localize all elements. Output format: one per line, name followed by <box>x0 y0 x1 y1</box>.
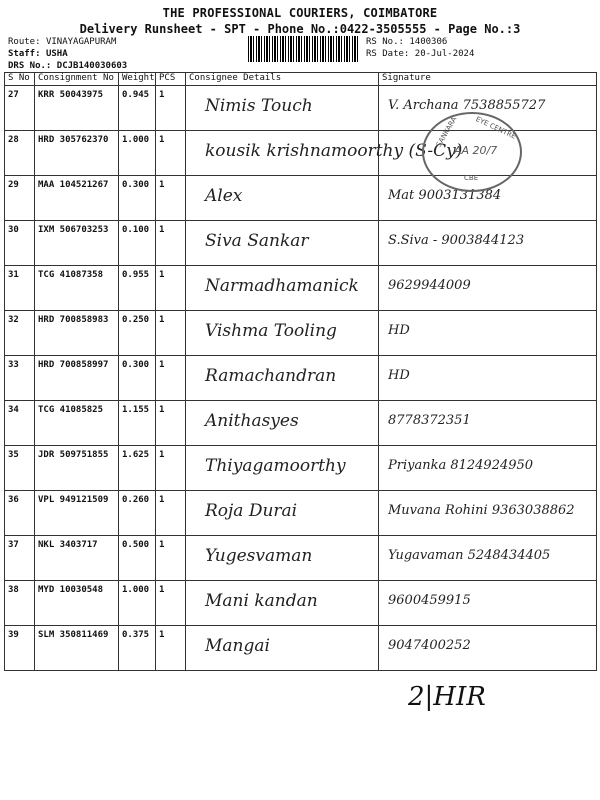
cell-pcs: 1 <box>156 266 186 311</box>
handwritten-signature: 9629944009 <box>388 278 471 293</box>
cell-pcs: 1 <box>156 491 186 536</box>
table-row <box>5 446 597 491</box>
stamp-center-text: AA 20/7 <box>454 144 498 157</box>
document-subtitle: Delivery Runsheet - SPT - Phone No.:0422-3505555 - Page No.:3 <box>79 22 521 36</box>
rs-no-value: 1400306 <box>409 37 448 47</box>
table-row <box>5 626 597 671</box>
cell-consignment: JDR 509751855 <box>35 446 119 491</box>
cell-consignee <box>186 446 379 491</box>
header-consignee: Consignee Details <box>186 73 379 86</box>
cell-signature <box>379 401 597 446</box>
cell-weight: 0.375 <box>119 626 156 671</box>
cell-weight: 1.155 <box>119 401 156 446</box>
cell-consignment: NKL 3403717 <box>35 536 119 581</box>
header-weight: Weight <box>119 73 156 86</box>
handwritten-signature: 9047400252 <box>388 638 471 653</box>
handwritten-signature: 9600459915 <box>388 593 471 608</box>
cell-signature <box>379 626 597 671</box>
handwritten-consignee: Alex <box>205 186 243 206</box>
cell-weight: 1.000 <box>119 581 156 626</box>
handwritten-consignee: Siva Sankar <box>205 231 309 251</box>
cell-pcs: 1 <box>156 536 186 581</box>
cell-consignment: IXM 506703253 <box>35 221 119 266</box>
cell-weight: 1.625 <box>119 446 156 491</box>
handwritten-consignee: Roja Durai <box>205 501 298 521</box>
table-row <box>5 581 597 626</box>
cell-consignment: SLM 350811469 <box>35 626 119 671</box>
cell-consignee <box>186 176 379 221</box>
cell-signature <box>379 491 597 536</box>
cell-consignee <box>186 401 379 446</box>
table-row <box>5 401 597 446</box>
cell-consignment: KRR 50043975 <box>35 86 119 131</box>
handwritten-signature: HD <box>388 368 410 383</box>
cell-weight: 0.100 <box>119 221 156 266</box>
cell-consignee <box>186 311 379 356</box>
cell-consignment: TCG 41085825 <box>35 401 119 446</box>
route-value: VINAYAGAPURAM <box>45 37 117 47</box>
cell-consignee <box>186 581 379 626</box>
cell-weight: 0.300 <box>119 176 156 221</box>
cell-sno: 31 <box>5 266 35 311</box>
cell-signature <box>379 356 597 401</box>
cell-consignee <box>186 491 379 536</box>
rs-date-value: 20-Jul-2024 <box>414 49 475 59</box>
cell-pcs: 1 <box>156 311 186 356</box>
handwritten-consignee: Mani kandan <box>205 591 318 611</box>
cell-consignment: MAA 104521267 <box>35 176 119 221</box>
cell-sno: 34 <box>5 401 35 446</box>
cell-consignment: MYD 10030548 <box>35 581 119 626</box>
cell-signature <box>379 221 597 266</box>
cell-pcs: 1 <box>156 626 186 671</box>
handwritten-consignee: Ramachandran <box>205 366 337 386</box>
handwritten-footer-note: 2|HIR <box>408 682 486 712</box>
cell-signature <box>379 536 597 581</box>
handwritten-consignee: Thiyagamoorthy <box>205 456 346 476</box>
handwritten-consignee: Nimis Touch <box>205 96 313 116</box>
cell-pcs: 1 <box>156 131 186 176</box>
handwritten-signature: V. Archana 7538855727 <box>388 98 546 113</box>
cell-pcs: 1 <box>156 356 186 401</box>
cell-sno: 27 <box>5 86 35 131</box>
cell-signature <box>379 311 597 356</box>
cell-sno: 32 <box>5 311 35 356</box>
handwritten-consignee: Vishma Tooling <box>205 321 337 341</box>
route-line <box>8 37 116 47</box>
cell-consignee <box>186 221 379 266</box>
table-row <box>5 491 597 536</box>
handwritten-consignee: kousik krishnamoorthy (S-Cy) <box>205 141 463 161</box>
header-pcs: PCS <box>156 73 186 86</box>
cell-signature <box>379 446 597 491</box>
header-sno: S No <box>5 73 35 86</box>
cell-sno: 33 <box>5 356 35 401</box>
table-row <box>5 311 597 356</box>
table-row <box>5 266 597 311</box>
handwritten-signature: HD <box>388 323 410 338</box>
cell-weight: 0.945 <box>119 86 156 131</box>
handwritten-consignee: Narmadhamanick <box>205 276 359 296</box>
handwritten-signature: Mat 9003131384 <box>388 188 502 203</box>
handwritten-signature: Priyanka 8124924950 <box>388 458 534 473</box>
cell-sno: 38 <box>5 581 35 626</box>
handwritten-signature: 8778372351 <box>388 413 471 428</box>
handwritten-signature: S.Siva - 9003844123 <box>388 233 525 248</box>
rs-date-line <box>366 49 474 59</box>
cell-pcs: 1 <box>156 446 186 491</box>
cell-consignment: TCG 41087358 <box>35 266 119 311</box>
cell-consignee <box>186 626 379 671</box>
table-row <box>5 356 597 401</box>
handwritten-consignee: Mangai <box>205 636 270 656</box>
handwritten-consignee: Anithasyes <box>205 411 299 431</box>
cell-weight: 0.260 <box>119 491 156 536</box>
cell-sno: 37 <box>5 536 35 581</box>
rs-no-label: RS No.: <box>366 37 404 47</box>
drs-value: DCJB140030603 <box>56 61 128 71</box>
table-row <box>5 536 597 581</box>
handwritten-consignee: Yugesvaman <box>205 546 313 566</box>
cell-sno: 39 <box>5 626 35 671</box>
table-row <box>5 221 597 266</box>
drs-label: DRS No.: <box>8 61 52 71</box>
cell-consignee <box>186 536 379 581</box>
cell-consignment: HRD 700858983 <box>35 311 119 356</box>
cell-sno: 29 <box>5 176 35 221</box>
cell-consignment: HRD 700858997 <box>35 356 119 401</box>
table-header-row <box>5 73 597 86</box>
stamp-top-text: SANKARA <box>434 115 459 149</box>
header-consignment: Consignment No <box>35 73 119 86</box>
drs-line <box>8 61 127 71</box>
cell-consignment: VPL 949121509 <box>35 491 119 536</box>
cell-weight: 1.000 <box>119 131 156 176</box>
cell-signature <box>379 266 597 311</box>
cell-weight: 0.955 <box>119 266 156 311</box>
cell-consignee <box>186 86 379 131</box>
handwritten-signature: Muvana Rohini 9363038862 <box>388 503 575 518</box>
cell-sno: 28 <box>5 131 35 176</box>
cell-sno: 30 <box>5 221 35 266</box>
cell-sno: 36 <box>5 491 35 536</box>
cell-weight: 0.500 <box>119 536 156 581</box>
stamp-bottom-text: CBE <box>464 174 479 182</box>
cell-signature <box>379 581 597 626</box>
cell-pcs: 1 <box>156 581 186 626</box>
staff-label: Staff: <box>8 49 41 59</box>
stamp-right-text: EYE CENTRE <box>474 115 518 141</box>
cell-pcs: 1 <box>156 221 186 266</box>
eye-centre-stamp <box>422 112 522 192</box>
barcode <box>248 36 358 62</box>
cell-consignee <box>186 356 379 401</box>
cell-consignment: HRD 305762370 <box>35 131 119 176</box>
document-title: THE PROFESSIONAL COURIERS, COIMBATORE <box>162 6 438 20</box>
handwritten-signature: Yugavaman 5248434405 <box>388 548 551 563</box>
header-signature: Signature <box>379 73 597 86</box>
cell-weight: 0.250 <box>119 311 156 356</box>
route-label: Route: <box>8 37 41 47</box>
cell-pcs: 1 <box>156 86 186 131</box>
table-row <box>5 176 597 221</box>
staff-value: USHA <box>45 49 68 59</box>
cell-sno: 35 <box>5 446 35 491</box>
cell-weight: 0.300 <box>119 356 156 401</box>
cell-pcs: 1 <box>156 401 186 446</box>
rs-no-line <box>366 37 447 47</box>
staff-line <box>8 49 68 59</box>
cell-consignee <box>186 266 379 311</box>
rs-date-label: RS Date: <box>366 49 410 59</box>
cell-pcs: 1 <box>156 176 186 221</box>
